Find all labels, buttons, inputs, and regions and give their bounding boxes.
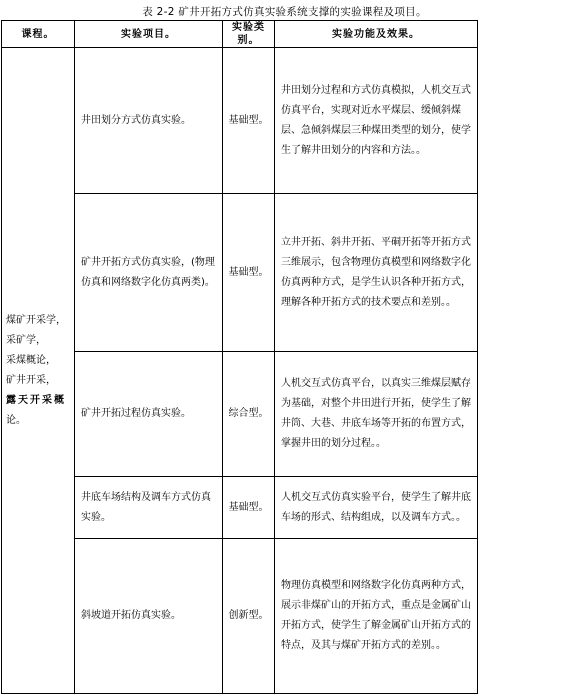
course-name: 露天开采概: [6, 394, 66, 406]
header-item: 实验项目。: [75, 21, 223, 48]
item-cell: 斜坡道开拓仿真实验。: [75, 539, 223, 694]
header-row: [2, 21, 478, 48]
item-cell: 井田划分方式仿真实验。: [75, 48, 223, 194]
course-name: 论。: [6, 414, 26, 426]
desc-cell: 物理仿真模型和网络数字化仿真两种方式，展示非煤矿山的开拓方式，重点是金属矿山开拓方式，使学生了解金属矿山开拓方式的特点，及其与煤矿开拓方式的差别。。: [275, 539, 478, 694]
course-name: 煤矿开采学，: [6, 314, 66, 326]
item-cell: 井底车场结构及调车方式仿真实验。: [75, 477, 223, 539]
item-cell: 矿井开拓过程仿真实验。: [75, 352, 223, 477]
course-name: 采煤概论，: [6, 354, 56, 366]
header-desc: 实验功能及效果。: [275, 21, 478, 48]
header-type: 实验类别。: [223, 21, 275, 48]
experiment-table: [1, 20, 478, 694]
type-cell: 创新型。: [223, 539, 275, 694]
table-caption: 表 2-2 矿井开拓方式仿真实验系统支撑的实验课程及项目。: [142, 6, 427, 18]
header-course: 课程。: [2, 21, 75, 48]
type-cell: 基础型。: [223, 477, 275, 539]
desc-cell: 井田划分过程和方式仿真模拟，人机交互式仿真平台，实现对近水平煤层、缓倾斜煤层、急倾斜煤层三种煤田类型的划分，使学生了解井田划分的内容和方法。。: [275, 48, 478, 194]
course-list-cell: [2, 48, 75, 694]
course-name: 采矿学，: [6, 334, 46, 346]
desc-cell: 立井开拓、斜井开拓、平硐开拓等开拓方式三维展示，包含物理仿真模型和网络数字化仿真两种方式，是学生认识各种开拓方式，理解各种开拓方式的技术要点和差别。。: [275, 194, 478, 352]
type-cell: 基础型。: [223, 48, 275, 194]
desc-cell: 人机交互式仿真平台，以真实三维煤层赋存为基础，对整个井田进行开拓，使学生了解井筒、大巷、井底车场等开拓的布置方式，掌握井田的划分过程。。: [275, 352, 478, 477]
course-name: 矿井开采，: [6, 374, 56, 386]
desc-cell: 人机交互式仿真实验平台，使学生了解井底车场的形式、结构组成，以及调车方式。。: [275, 477, 478, 539]
type-cell: 综合型。: [223, 352, 275, 477]
table-row: [2, 48, 478, 194]
type-cell: 基础型。: [223, 194, 275, 352]
item-cell: 矿井开拓方式仿真实验，(物理仿真和网络数字化仿真两类)。: [75, 194, 223, 352]
